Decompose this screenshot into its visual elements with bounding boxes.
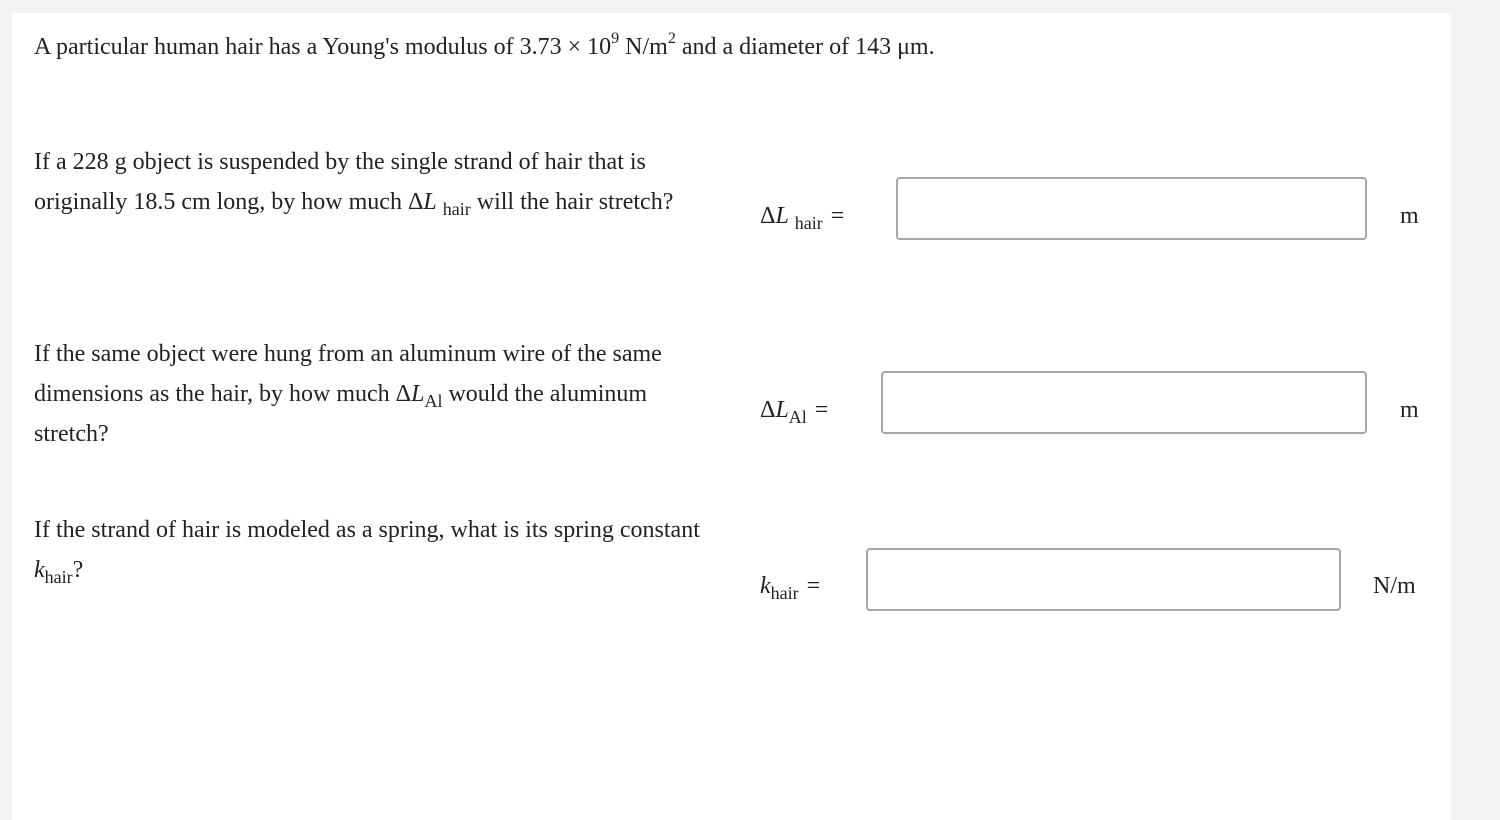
question-1-equals: = — [830, 203, 845, 229]
question-2-unit: m — [1400, 397, 1419, 423]
intro-suffix: and a diameter of 143 μm. — [675, 34, 935, 60]
intro-prefix: A particular human hair has a Young's modulus of 3.73 × 10 — [34, 34, 612, 60]
intro-mid: N/m — [619, 34, 668, 60]
problem-statement — [34, 29, 935, 65]
question-3-var-sub: hair — [44, 566, 73, 587]
question-3-equals: = — [806, 573, 821, 599]
question-1-label — [760, 201, 844, 232]
delta-l-al-input[interactable] — [881, 371, 1367, 434]
question-3-label — [760, 571, 820, 602]
question-2-label-delta: Δ — [760, 397, 776, 423]
question-1-text-a: If a 228 g object is suspended by the single strand of hair that is originally 18.5 cm long, by how much — [34, 149, 646, 215]
question-2-equals: = — [814, 397, 829, 423]
question-3-text-b: ? — [72, 556, 84, 583]
question-3-text-a: If the strand of hair is modeled as a spring, what is its spring constant — [34, 517, 700, 543]
question-1-label-delta: Δ — [760, 203, 776, 229]
question-3-var-symbol: k — [34, 556, 45, 583]
question-3-label-symbol: k — [760, 573, 771, 599]
question-2-label-sub: Al — [788, 407, 807, 427]
page-background-edge — [1451, 13, 1500, 820]
question-2-var-sub: Al — [424, 390, 443, 411]
question-2-text — [34, 335, 714, 455]
question-1-var-sub: hair — [442, 198, 471, 219]
question-3-text — [34, 511, 714, 591]
question-3-unit: N/m — [1373, 573, 1416, 599]
question-2-var-symbol: L — [411, 380, 425, 407]
question-panel — [12, 13, 1451, 820]
k-hair-input[interactable] — [866, 548, 1341, 611]
question-1-unit: m — [1400, 203, 1419, 229]
question-1-var-symbol: L — [423, 188, 437, 215]
intro-exponent-2: 2 — [667, 30, 676, 47]
question-2-var-delta: Δ — [395, 380, 412, 407]
question-1-text — [34, 143, 714, 223]
question-2-label-symbol: L — [775, 397, 789, 423]
question-3-label-sub: hair — [770, 583, 799, 603]
question-1-text-b: will the hair stretch? — [470, 188, 674, 215]
question-1-var-delta: Δ — [407, 188, 424, 215]
delta-l-hair-input[interactable] — [896, 177, 1367, 240]
intro-exponent-9: 9 — [611, 30, 620, 47]
question-2-text-a: If the same object were hung from an aluminum wire of the same dimensions as the hair, by how much — [34, 341, 662, 407]
question-2-text-b: would the aluminum stretch? — [34, 380, 648, 447]
question-1-label-symbol: L — [775, 203, 789, 229]
question-1-label-sub: hair — [794, 213, 823, 233]
question-2-label — [760, 395, 828, 426]
